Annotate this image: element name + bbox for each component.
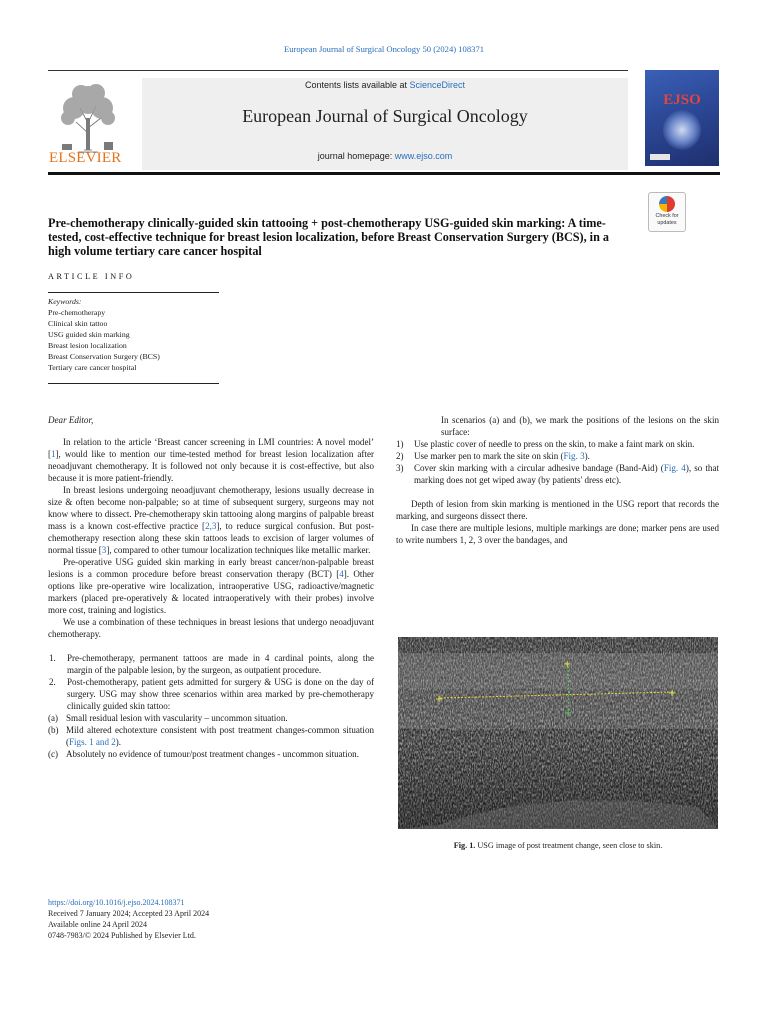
- check-for-updates-button[interactable]: [648, 192, 686, 232]
- reference-link-3[interactable]: 3: [101, 545, 107, 555]
- figure-caption-text: USG image of post treatment change, seen close to skin.: [477, 841, 663, 850]
- list-marker: 2.: [49, 677, 56, 687]
- keyword-item: Breast Conservation Surgery (BCS): [48, 352, 160, 361]
- cover-title: EJSO: [663, 92, 701, 108]
- list-item-text: Post-chemotherapy, patient gets admitted for surgery & USG is done on the day of surgery. USG may show three scenarios within area marked by pre-chemotherapy clinically guided skin tattoo:: [67, 677, 374, 711]
- received-accepted-dates: Received 7 January 2024; Accepted 23 April 2024: [48, 909, 210, 918]
- left-column: [48, 414, 374, 760]
- paragraph-4: We use a combination of these techniques in breast lesions that undergo neoadjuvant chemotherapy.: [48, 617, 374, 639]
- masthead-rule-top: [48, 70, 628, 71]
- keywords-label: Keywords:: [48, 297, 82, 306]
- check-updates-line1: Check for: [655, 213, 679, 219]
- keyword-item: Clinical skin tattoo: [48, 319, 108, 328]
- paragraph-depth: Depth of lesion from skin marking is mentioned in the USG report that records the marking, and surgeons dissect there.: [396, 499, 719, 521]
- article-info-rule-bottom: [48, 383, 219, 384]
- keyword-item: USG guided skin marking: [48, 330, 130, 339]
- list-marker: (c): [48, 749, 59, 759]
- figure-reference-link[interactable]: Figs. 1 and 2: [69, 737, 116, 747]
- list-item: [49, 676, 374, 712]
- list-marker: 2): [396, 451, 404, 461]
- list-marker: 1): [396, 439, 404, 449]
- reference-link-1[interactable]: 1: [51, 449, 56, 459]
- running-header[interactable]: European Journal of Surgical Oncology 50 (2024) 108371: [283, 44, 485, 54]
- p1-text-a: In relation to the article ‘Breast cancer screening in LMI countries: A novel model’ [: [48, 437, 374, 459]
- right-column: [396, 414, 719, 546]
- figure-label: Fig. 1.: [453, 841, 476, 850]
- available-online-date: Available online 24 April 2024: [48, 920, 147, 929]
- cover-decoration: [663, 110, 701, 150]
- list-item-text: Pre-chemotherapy, permanent tattoos are made in 4 cardinal points, along the margin of the palpable lesion, by the surgeon, as outpatient procedure.: [67, 653, 374, 675]
- masthead-rule-bottom: [48, 172, 720, 175]
- list-item: [396, 462, 719, 486]
- list-item: [49, 652, 374, 676]
- keyword-item: Tertiary care cancer hospital: [48, 363, 137, 372]
- list-item-text: Mild altered echotexture consistent with post treatment changes-common situation (: [66, 725, 374, 747]
- svg-text:+: +: [564, 708, 573, 719]
- publisher-wordmark[interactable]: ELSEVIER: [49, 150, 122, 166]
- contents-prefix: Contents lists available at: [304, 80, 410, 90]
- list-item: [48, 748, 374, 760]
- list-marker: (b): [48, 725, 59, 735]
- sciencedirect-link[interactable]: ScienceDirect: [409, 80, 466, 90]
- cover-footer-mark: [650, 154, 670, 160]
- list-item: [48, 712, 374, 724]
- paragraph-multiple: In case there are multiple lesions, multiple markings are done; marker pens are used to write numbers 1, 2, 3 over the bandages, and: [396, 523, 719, 545]
- list-item: [396, 438, 719, 450]
- list-item-text: ).: [584, 451, 590, 461]
- numbered-list: [49, 652, 374, 712]
- list-item-text: Use marker pen to mark the site on skin (: [414, 451, 564, 461]
- ultrasound-image: [398, 637, 718, 829]
- article-info-heading: ARTICLE INFO: [48, 272, 135, 281]
- paragraph-1: [48, 436, 374, 484]
- list-item-text: ).: [115, 737, 122, 747]
- figure-reference-link[interactable]: Fig. 3: [563, 451, 585, 461]
- p3-text-a: Pre-operative USG guided skin marking in early breast cancer/non-palpable breast lesions is a common procedure before breast conservation therapy (BCT) [: [48, 557, 374, 579]
- p2-text-a: In breast lesions undergoing neoadjuvant chemotherapy, lesions usually decrease in size & often become non-palpable; so at time of subsequent surgery, surgeons may not know where to dissect. Pre-chemotherapy skin tattooing along margins of palpable breast mass is a known cost-effective practice [: [48, 485, 374, 531]
- journal-title: European Journal of Surgical Oncology: [242, 106, 528, 126]
- list-item: [48, 724, 374, 748]
- keywords-block: [48, 296, 223, 373]
- scenario-intro: In scenarios (a) and (b), we mark the positions of the lesions on the skin surface:: [441, 415, 719, 437]
- reference-link-2-3[interactable]: 2,3: [205, 521, 217, 531]
- homepage-prefix: journal homepage:: [317, 151, 395, 161]
- doi-link[interactable]: https://doi.org/10.1016/j.ejso.2024.108371: [48, 898, 185, 907]
- list-item-text: Use plastic cover of needle to press on the skin, to make a faint mark on skin.: [414, 439, 695, 449]
- svg-text:+: +: [435, 694, 444, 705]
- list-item-text: Small residual lesion with vascularity – uncommon situation.: [66, 713, 288, 723]
- contents-line: [142, 80, 628, 90]
- article-info-rule-top: [48, 292, 219, 293]
- p3-text-b: ]. Other options like pre-operative wire localization, intraoperative USG, radioactive/magnetic markers (placed pre-operatively & located intraoperatively with their probes) involve more cost, training and logistics.: [48, 569, 374, 615]
- svg-text:+: +: [563, 659, 572, 670]
- journal-homepage-link[interactable]: www.ejso.com: [394, 151, 453, 161]
- list-item-text: ), so that marking does not get wiped away (by patients' dress etc).: [414, 463, 719, 485]
- list-marker: (a): [48, 713, 59, 723]
- homepage-line: [142, 151, 628, 161]
- article-title: Pre-chemotherapy clinically-guided skin tattooing + post-chemotherapy USG-guided skin marking: A time-tested, cost-effective technique for breast lesion localization, before Breast Conservation Surgery (BCS), in a high volume tertiary care cancer hospital: [48, 216, 609, 258]
- journal-cover-image[interactable]: [645, 70, 719, 166]
- keyword-item: Breast lesion localization: [48, 341, 127, 350]
- check-updates-line2: updates: [657, 220, 677, 226]
- crossmark-icon: [659, 196, 675, 212]
- p2-text-c: ], compared to other tumour localization techniques like metallic marker.: [106, 545, 371, 555]
- article-footer: [48, 897, 378, 941]
- keyword-item: Pre-chemotherapy: [48, 308, 106, 317]
- svg-text:+: +: [668, 688, 677, 699]
- list-item-text: Absolutely no evidence of tumour/post treatment changes - uncommon situation.: [66, 749, 359, 759]
- list-item-text: Cover skin marking with a circular adhesive bandage (Band-Aid) (: [414, 463, 664, 473]
- p1-text-b: ], would like to mention our time-tested method for breast lesion localization after neoadjuvant chemotherapy. It is followed not only because it is cost-effective, but also because it is more patient-friendly.: [48, 449, 374, 483]
- figure-reference-link[interactable]: Fig. 4: [663, 463, 686, 473]
- lettered-list: [48, 712, 374, 760]
- list-item: [396, 450, 719, 462]
- reference-link-4[interactable]: 4: [339, 569, 344, 579]
- salutation: Dear Editor,: [48, 415, 94, 425]
- list-marker: 1.: [49, 653, 56, 663]
- steps-list: [396, 438, 719, 486]
- p2-text-b: ], to reduce surgical confusion. But post-chemotherapy resection along these skin tattoos leads to excision of larger volumes of normal tissue [: [48, 521, 374, 555]
- copyright-notice: 0748-7983/© 2024 Published by Elsevier Ltd.: [48, 931, 196, 940]
- ultrasound-figure[interactable]: [398, 637, 718, 829]
- list-marker: 3): [396, 463, 404, 473]
- figure-caption: [398, 841, 718, 850]
- paragraph-3: [48, 556, 374, 616]
- paragraph-2: [48, 484, 374, 556]
